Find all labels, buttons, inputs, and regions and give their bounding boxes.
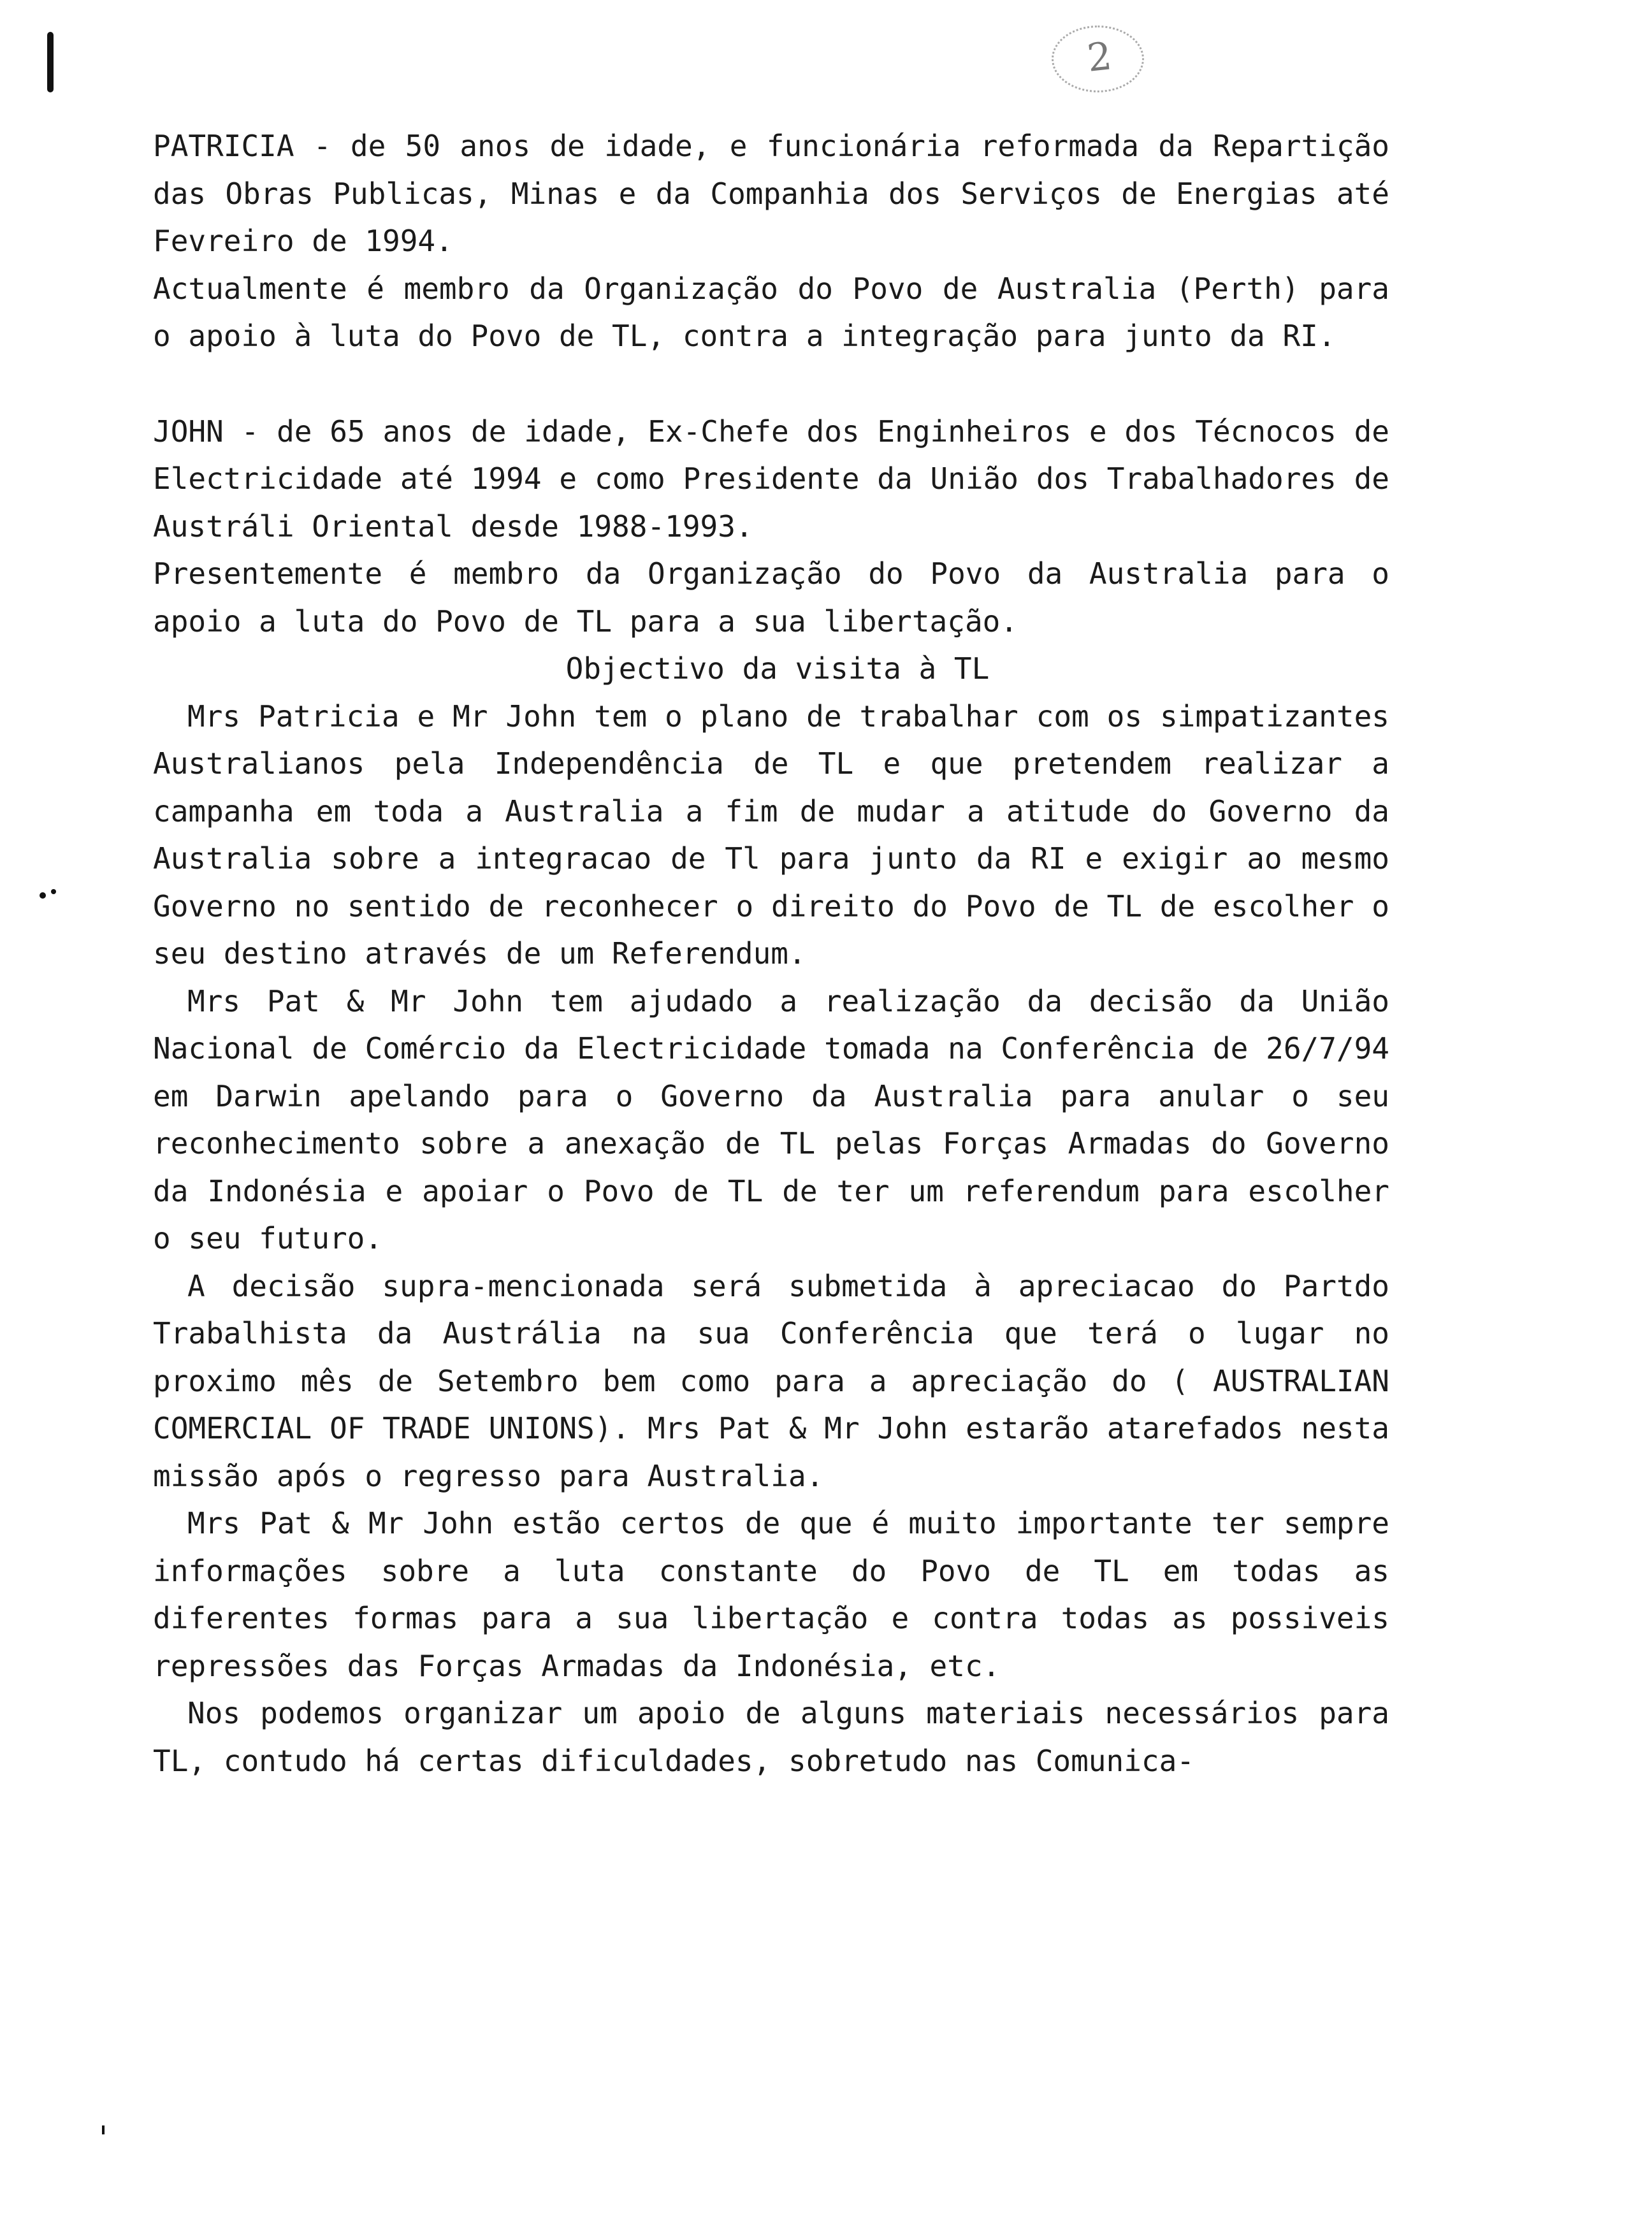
margin-ink-dot bbox=[40, 892, 46, 899]
paragraph-patricia: PATRICIA - de 50 anos de idade, e funcionária reformada da Repartição das Obras Publicas, Minas e da Companhia dos Serviços de Energias até Fevreiro de 1994. Actualmente é membro da Organização do Povo de Australia (Perth) para o apoio à luta do Povo de TL, contra a integração para junto da RI. bbox=[153, 129, 1389, 353]
body-paragraph: Mrs Pat & Mr John tem ajudado a realização da decisão da União Nacional de Comércio da Electricidade tomada na Conferência de 26/7/94 em Darwin apelando para o Governo da Australia para anular o seu reconhecimento sobre a anexação de TL pelas Forças Armadas do Governo da Indonésia e apoiar o Povo de TL de ter um referendum para escolher o seu futuro. bbox=[153, 983, 1389, 1256]
body-paragraph: Mrs Patricia e Mr John tem o plano de trabalhar com os simpatizantes Australianos pela Independência de TL e que pretendem realizar a campanha em toda a Australia a fim de mudar a atitude do Governo da Australia sobre a integracao de Tl para junto da RI e exigir ao mesmo Governo no sentido de reconhecer o direito do Povo de TL de escolher o seu destino através de um Referendum. bbox=[153, 699, 1389, 971]
body-paragraph: A decisão supra-mencionada será submetida à apreciacao do Partdo Trabalhista da Austrália na sua Conferência que terá o lugar no proximo mês de Setembro bem como para a apreciação do ( AUSTRALIAN COMERCIAL OF TRADE UNIONS). Mrs Pat & Mr John estarão atarefados nesta missão após o regresso para Australia. bbox=[153, 1268, 1389, 1493]
margin-ink-dot bbox=[51, 889, 56, 894]
body-paragraph: Nos podemos organizar um apoio de alguns materiais necessários para TL, contudo há certas dificuldades, sobretudo nas Comunica- bbox=[153, 1696, 1389, 1778]
margin-ink-dot bbox=[102, 2125, 105, 2134]
page-number: 2 bbox=[1052, 19, 1147, 96]
body-paragraph: Mrs Pat & Mr John estão certos de que é muito importante ter sempre informações sobre a luta constante do Povo de TL em todas as diferentes formas para a sua libertação e contra todas as possiveis repressões das Forças Armadas da Indonésia, etc. bbox=[153, 1506, 1389, 1683]
paragraph-john: JOHN - de 65 anos de idade, Ex-Chefe dos Enginheiros e dos Técnocos de Electricidade até 1994 e como Presidente da União dos Trabalhadores de Austráli Oriental desde 1988-1993. Presentemente é membro da Organização do Povo da Australia para o apoio a luta do Povo de TL para a sua libertação. bbox=[153, 414, 1389, 639]
document-body bbox=[153, 122, 1389, 1785]
section-heading: Objectivo da visita à TL bbox=[565, 651, 990, 686]
margin-ink-mark bbox=[47, 32, 54, 92]
